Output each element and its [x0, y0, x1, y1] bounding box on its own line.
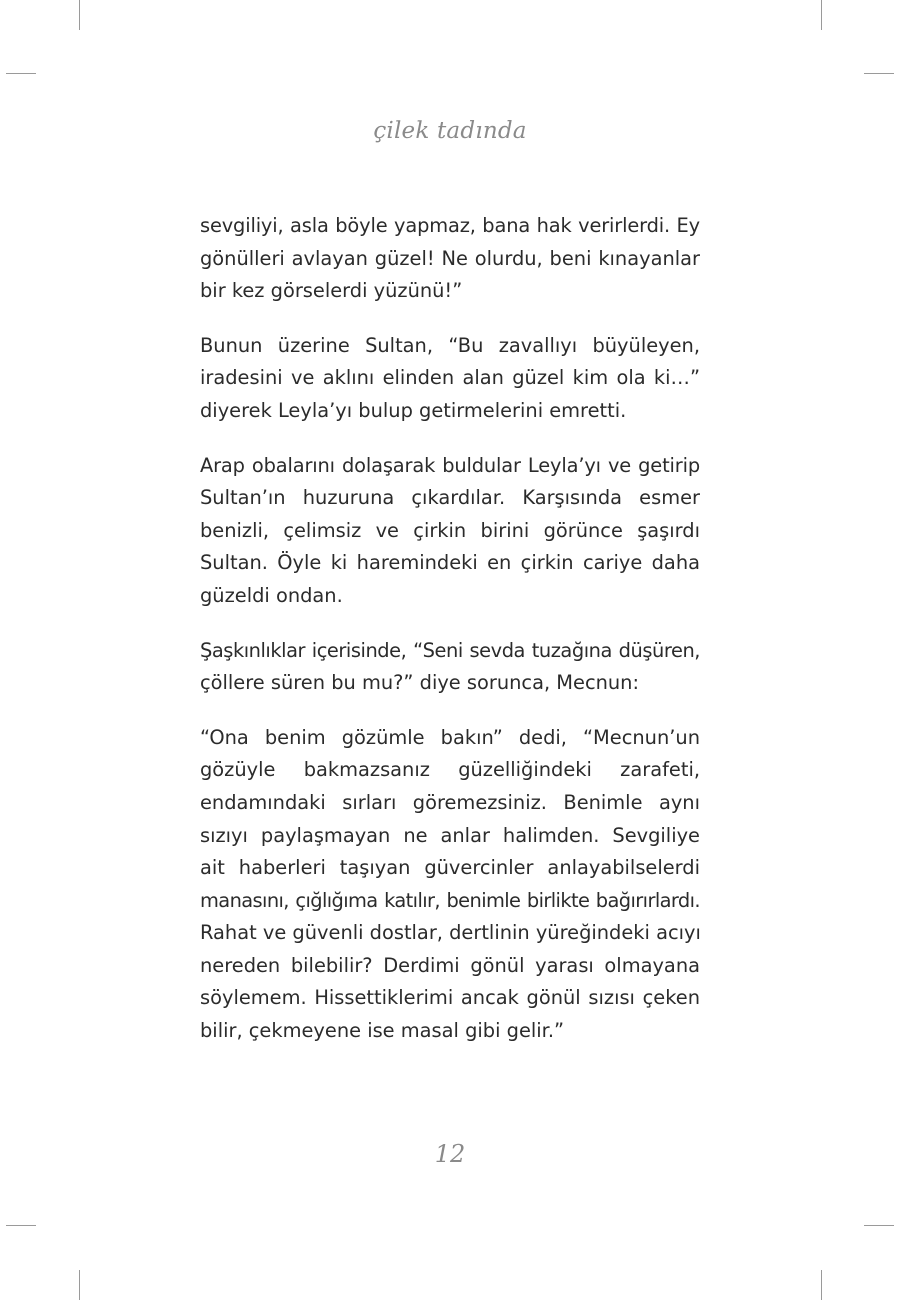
paragraph	[200, 722, 700, 1048]
text-line: Bunun üzerine Sultan, “Bu zavallıyı büyüleyen,	[200, 333, 700, 357]
text-line: söylemem. Hissettiklerimi ancak gönül sızısı çeken	[200, 986, 700, 1010]
text-line: Şaşkınlıklar içerisinde, “Seni sevda tuzağına düşüren,	[200, 638, 700, 662]
page-number: 12	[434, 1140, 466, 1168]
running-head: çilek tadında	[373, 118, 527, 144]
crop-mark	[821, 0, 822, 30]
paragraph	[200, 635, 700, 700]
text-line: diyerek Leyla’yı bulup getirmelerini emretti.	[200, 398, 627, 422]
text-line: gözüyle bakmazsanız güzelliğindeki zarafeti,	[200, 758, 700, 782]
text-line: Sultan. Öyle ki haremindeki en çirkin cariye daha	[200, 551, 700, 575]
text-line: güzeldi ondan.	[200, 583, 343, 607]
crop-mark	[79, 0, 80, 30]
text-line: Sultan’ın huzuruna çıkardılar. Karşısında esmer	[200, 486, 700, 510]
text-line: iradesini ve aklını elinden alan güzel kim ola ki…”	[200, 366, 700, 390]
text-line: ait haberleri taşıyan güvercinler anlayabilselerdi	[200, 856, 700, 880]
text-line: sevgiliyi, asla böyle yapmaz, bana hak verirlerdi. Ey	[200, 214, 700, 237]
crop-mark	[821, 1270, 822, 1300]
text-line: sızıyı paylaşmayan ne anlar halimden. Sevgiliye	[200, 823, 700, 847]
text-line: Rahat ve güvenli dostlar, dertlinin yüreğindeki acıyı	[200, 921, 701, 945]
crop-mark	[79, 1270, 80, 1300]
text-line: Arap obalarını dolaşarak buldular Leyla’yı ve getirip	[200, 453, 700, 477]
body-text	[200, 210, 700, 1070]
text-line: endamındaki sırları göremezsiniz. Benimle aynı	[200, 790, 700, 814]
text-line: nereden bilebilir? Derdimi gönül yarası olmayana	[200, 953, 700, 977]
crop-mark	[6, 73, 36, 74]
text-line: “Ona benim gözümle bakın” dedi, “Mecnun’un	[200, 725, 700, 749]
text-line: benizli, çelimsiz ve çirkin birini görünce şaşırdı	[200, 518, 700, 542]
crop-mark	[864, 1225, 894, 1226]
text-line: manasını, çığlığıma katılır, benimle birlikte bağırırlardı.	[200, 888, 700, 912]
paragraph	[200, 210, 700, 308]
text-line: bir kez görselerdi yüzünü!”	[200, 279, 463, 303]
paragraph	[200, 450, 700, 613]
text-line: bilir, çekmeyene ise masal gibi gelir.”	[200, 1019, 565, 1043]
text-line: çöllere süren bu mu?” diye sorunca, Mecnun:	[200, 671, 640, 695]
paragraph	[200, 330, 700, 428]
crop-mark	[864, 73, 894, 74]
crop-mark	[6, 1225, 36, 1226]
text-line: gönülleri avlayan güzel! Ne olurdu, beni kınayanlar	[200, 246, 700, 270]
